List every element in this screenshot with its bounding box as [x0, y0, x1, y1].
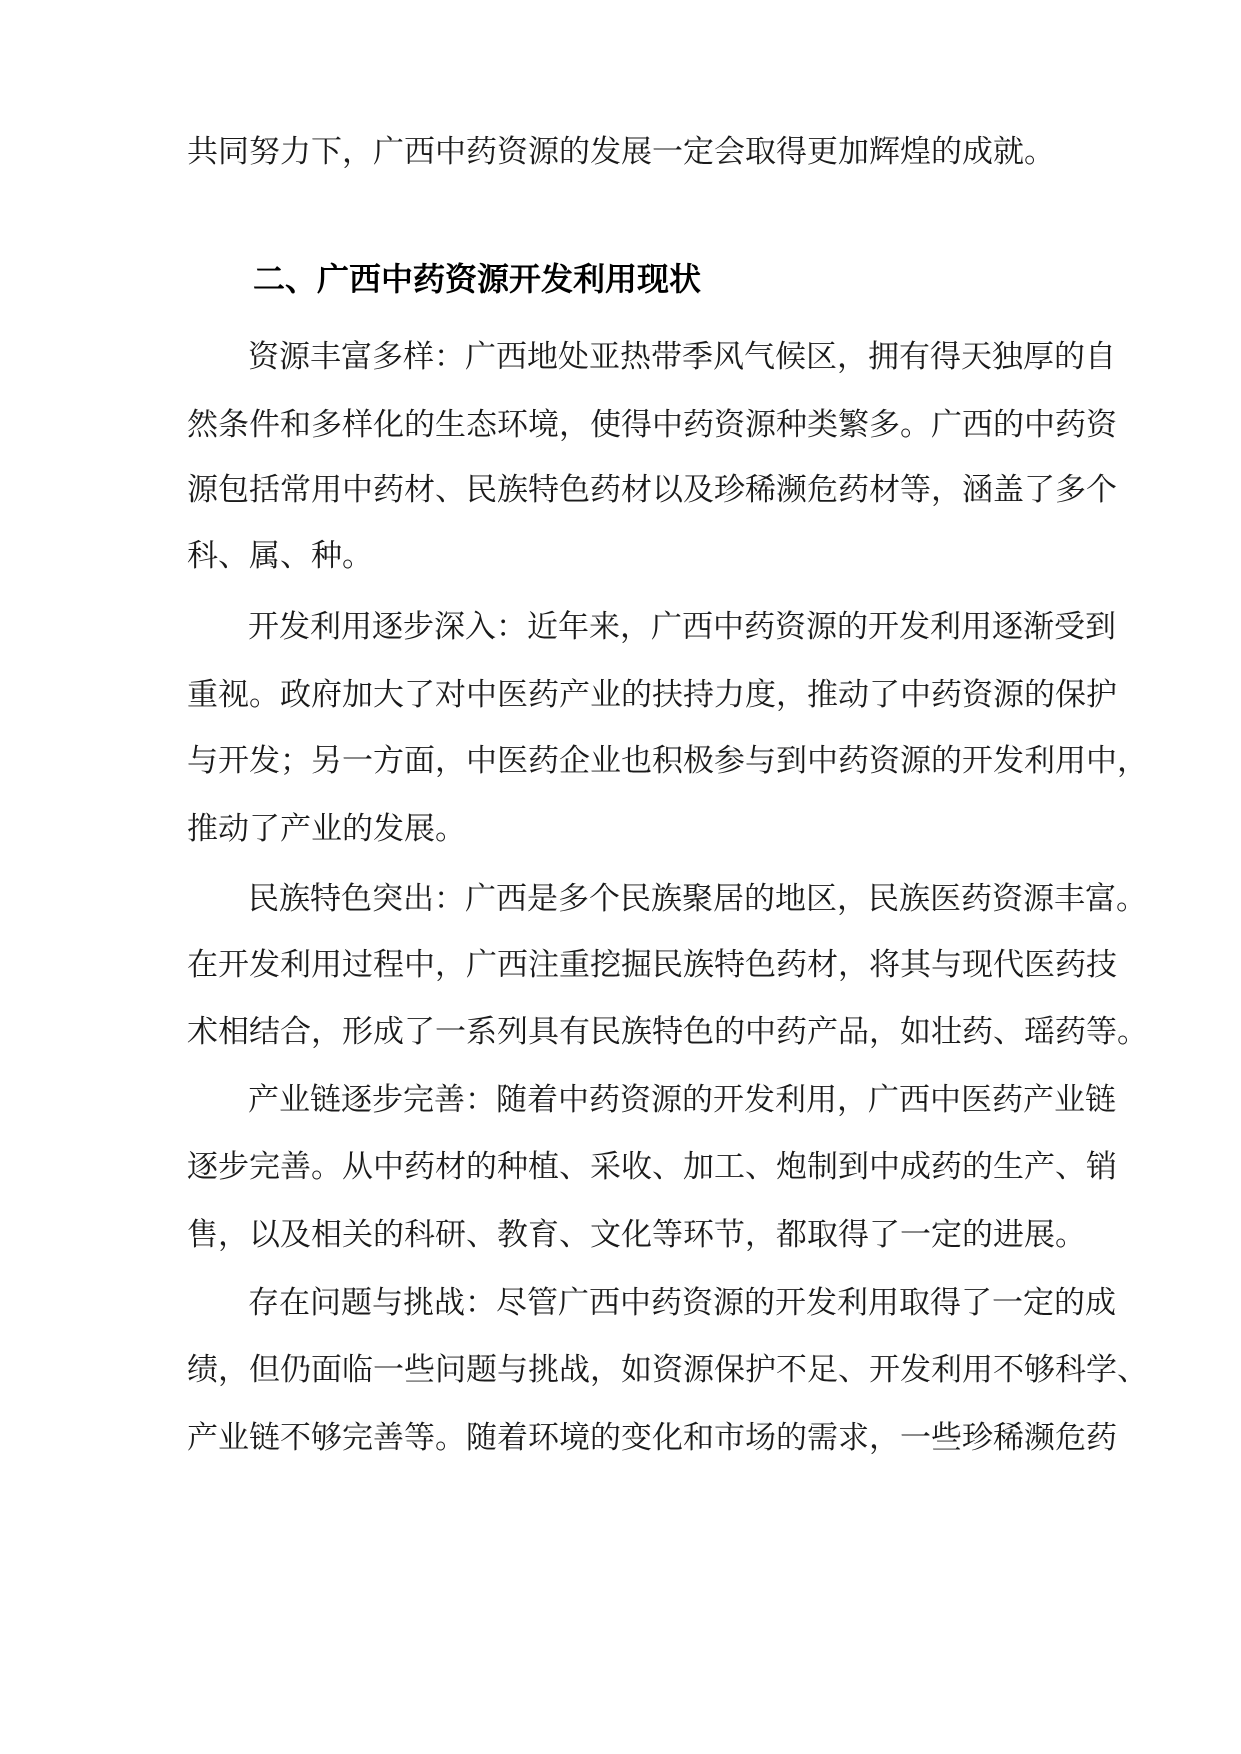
paragraph-line: 源包括常用中药材、民族特色药材以及珍稀濒危药材等，涵盖了多个: [187, 472, 1117, 508]
paragraph-line: 售，以及相关的科研、教育、文化等环节，都取得了一定的进展。: [187, 1217, 1086, 1253]
paragraph-line: 资源丰富多样：广西地处亚热带季风气候区，拥有得天独厚的自: [248, 339, 1116, 375]
paragraph-line: 推动了产业的发展。: [187, 811, 466, 847]
section-heading: 二、广西中药资源开发利用现状: [253, 260, 702, 298]
paragraph-line: 民族特色突出：广西是多个民族聚居的地区，民族医药资源丰富。: [248, 881, 1147, 917]
paragraph-line: 存在问题与挑战：尽管广西中药资源的开发利用取得了一定的成: [248, 1285, 1116, 1321]
paragraph-line: 在开发利用过程中，广西注重挖掘民族特色药材，将其与现代医药技: [187, 947, 1117, 983]
intro-text-line: 共同努力下，广西中药资源的发展一定会取得更加辉煌的成就。: [187, 134, 1055, 170]
paragraph-line: 科、属、种。: [187, 538, 373, 574]
paragraph-line: 与开发；另一方面，中医药企业也积极参与到中药资源的开发利用中，: [187, 743, 1148, 779]
paragraph-line: 逐步完善。从中药材的种植、采收、加工、炮制到中成药的生产、销: [187, 1149, 1117, 1185]
paragraph-line: 绩，但仍面临一些问题与挑战，如资源保护不足、开发利用不够科学、: [187, 1352, 1148, 1388]
paragraph-line: 开发利用逐步深入：近年来，广西中药资源的开发利用逐渐受到: [248, 609, 1116, 645]
paragraph-line: 重视。政府加大了对中医药产业的扶持力度，推动了中药资源的保护: [187, 677, 1117, 713]
paragraph-line: 产业链逐步完善：随着中药资源的开发利用，广西中医药产业链: [248, 1082, 1116, 1118]
paragraph-line: 产业链不够完善等。随着环境的变化和市场的需求，一些珍稀濒危药: [187, 1420, 1117, 1456]
paragraph-line: 术相结合，形成了一系列具有民族特色的中药产品，如壮药、瑶药等。: [187, 1014, 1148, 1050]
paragraph-line: 然条件和多样化的生态环境，使得中药资源种类繁多。广西的中药资: [187, 407, 1117, 443]
